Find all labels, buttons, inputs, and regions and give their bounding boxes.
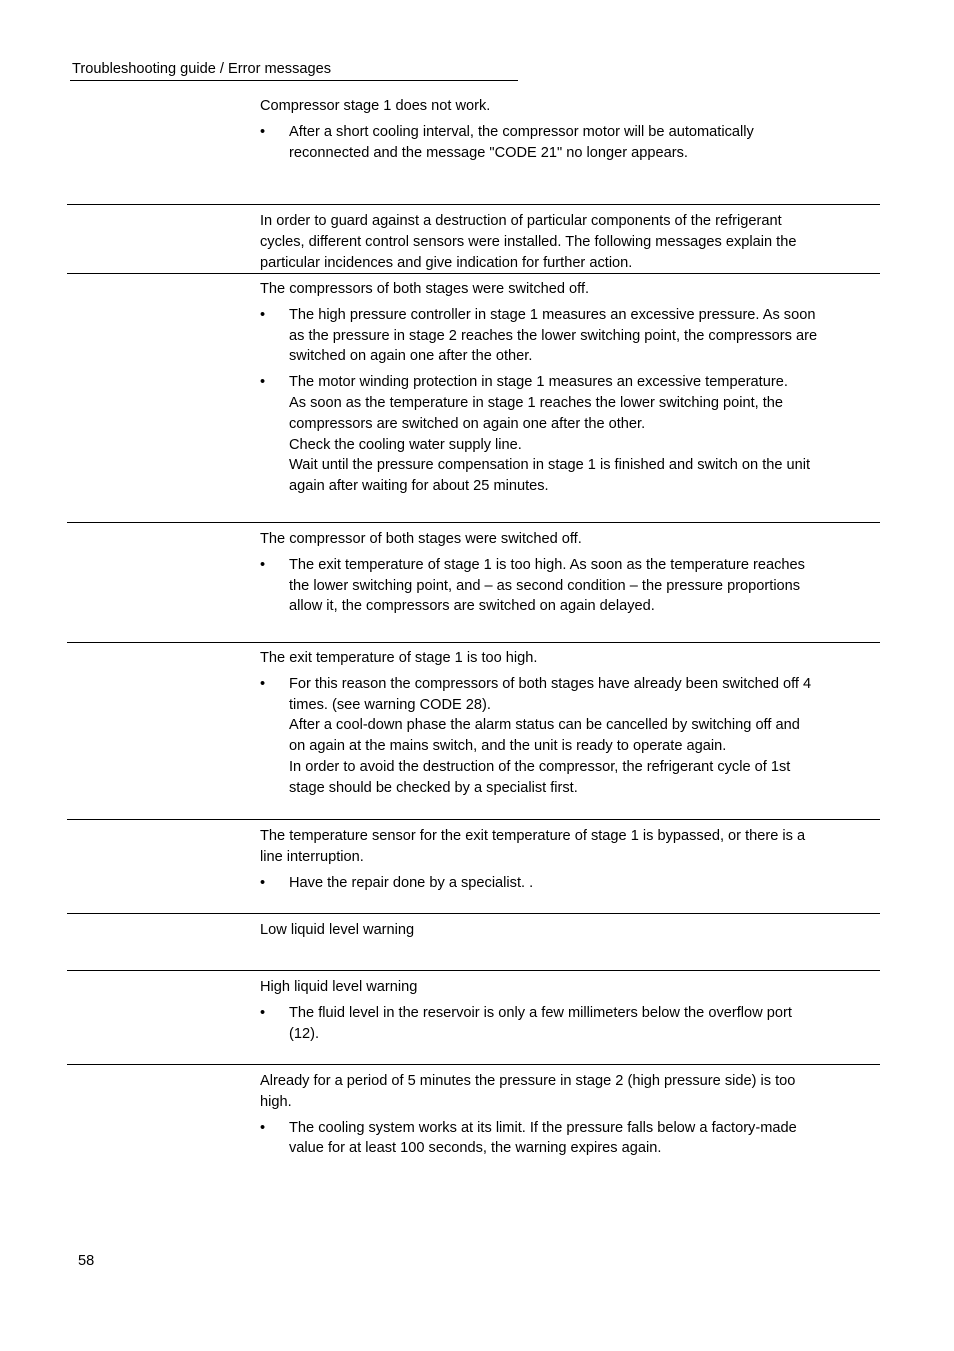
bullet-icon: • xyxy=(260,1004,266,1021)
running-header: Troubleshooting guide / Error messages xyxy=(70,60,518,81)
bullet-item xyxy=(260,1003,874,1045)
description-text xyxy=(260,279,874,300)
section-divider xyxy=(67,204,880,205)
bullet-icon: • xyxy=(260,123,266,140)
text-line: The temperature sensor for the exit temperature of stage 1 is bypassed, or there is a xyxy=(260,828,806,844)
text-line: value for at least 100 seconds, the warning expires again. xyxy=(289,1140,662,1157)
text-line: Have the repair done by a specialist. . xyxy=(289,874,534,891)
text-line: The exit temperature of stage 1 is too high. As soon as the temperature reaches xyxy=(289,556,805,573)
section-divider xyxy=(67,913,880,914)
error-description-block xyxy=(260,977,874,1049)
section-divider xyxy=(67,642,880,643)
text-line: stage should be checked by a specialist first. xyxy=(289,779,578,796)
page-number: 58 xyxy=(78,1253,95,1269)
error-description-block xyxy=(260,920,874,946)
text-line: The compressors of both stages were switched off. xyxy=(260,281,590,297)
text-line: The high pressure controller in stage 1 measures an excessive pressure. As soon xyxy=(289,306,816,323)
text-line: allow it, the compressors are switched on again delayed. xyxy=(289,598,655,615)
text-line: (12). xyxy=(289,1025,320,1042)
text-line: compressors are switched on again one after the other. xyxy=(289,415,646,432)
text-line: the lower switching point, and – as second condition – the pressure proportions xyxy=(289,577,801,594)
text-line: High liquid level warning xyxy=(260,979,418,995)
description-text xyxy=(260,977,874,998)
error-description-block xyxy=(260,648,874,804)
text-line: In order to avoid the destruction of the compressor, the refrigerant cycle of 1st xyxy=(289,758,791,775)
text-line: Already for a period of 5 minutes the pressure in stage 2 (high pressure side) is too xyxy=(260,1073,796,1089)
text-line: on again at the mains switch, and the unit is ready to operate again. xyxy=(289,738,727,755)
bullet-list xyxy=(260,305,874,497)
bullet-list xyxy=(260,555,874,617)
bullet-icon: • xyxy=(260,874,266,891)
bullet-item xyxy=(260,372,874,497)
text-line: Low liquid level warning xyxy=(260,922,415,938)
text-line: high. xyxy=(260,1093,292,1110)
text-line: After a cool-down phase the alarm status can be cancelled by switching off and xyxy=(289,717,800,734)
bullet-item xyxy=(260,305,874,367)
text-line: The compressor of both stages were switched off. xyxy=(260,531,582,547)
description-text xyxy=(260,648,874,669)
description-text xyxy=(260,529,874,550)
error-description-block xyxy=(260,96,874,168)
error-description-block xyxy=(260,826,874,898)
description-text xyxy=(260,826,874,868)
text-line: cycles, different control sensors were installed. The following messages explain the xyxy=(260,233,797,250)
text-line: reconnected and the message "CODE 21" no longer appears. xyxy=(289,144,688,161)
bullet-item xyxy=(260,1118,874,1160)
bullet-icon: • xyxy=(260,1119,266,1136)
text-line: Compressor stage 1 does not work. xyxy=(260,98,491,114)
description-text xyxy=(260,920,874,941)
text-line: switched on again one after the other. xyxy=(289,348,533,365)
text-line: As soon as the temperature in stage 1 reaches the lower switching point, the xyxy=(289,394,784,411)
section-divider xyxy=(67,819,880,820)
error-description-block xyxy=(260,1071,874,1164)
text-line: The motor winding protection in stage 1 measures an excessive temperature. xyxy=(289,374,788,391)
text-line: particular incidences and give indication for further action. xyxy=(260,254,633,271)
text-line: The cooling system works at its limit. If the pressure falls below a factory-made xyxy=(289,1119,797,1136)
text-line: In order to guard against a destruction of particular components of the refrigerant xyxy=(260,213,782,229)
description-text xyxy=(260,1071,874,1113)
text-line: After a short cooling interval, the compressor motor will be automatically xyxy=(289,123,754,140)
description-text xyxy=(260,96,874,117)
bullet-item xyxy=(260,674,874,799)
text-line: again after waiting for about 25 minutes. xyxy=(289,478,549,495)
description-text xyxy=(260,211,874,273)
text-line: times. (see warning CODE 28). xyxy=(289,696,491,713)
bullet-icon: • xyxy=(260,556,266,573)
bullet-list xyxy=(260,1003,874,1045)
section-divider xyxy=(67,970,880,971)
section-divider xyxy=(67,1064,880,1065)
text-line: line interruption. xyxy=(260,848,364,865)
text-line: For this reason the compressors of both stages have already been switched off 4 xyxy=(289,675,812,692)
bullet-icon: • xyxy=(260,306,266,323)
text-line: as the pressure in stage 2 reaches the lower switching point, the compressors are xyxy=(289,327,818,344)
bullet-list xyxy=(260,873,874,894)
bullet-icon: • xyxy=(260,675,266,692)
error-description-block xyxy=(260,211,874,278)
bullet-list xyxy=(260,674,874,799)
bullet-list xyxy=(260,122,874,164)
bullet-icon: • xyxy=(260,374,266,391)
section-divider xyxy=(67,522,880,523)
bullet-item xyxy=(260,873,874,894)
text-line: The exit temperature of stage 1 is too high. xyxy=(260,650,538,666)
bullet-item xyxy=(260,122,874,164)
error-description-block xyxy=(260,279,874,502)
error-description-block xyxy=(260,529,874,622)
text-line: The fluid level in the reservoir is only a few millimeters below the overflow port xyxy=(289,1004,792,1021)
bullet-list xyxy=(260,1118,874,1160)
bullet-item xyxy=(260,555,874,617)
text-line: Wait until the pressure compensation in stage 1 is finished and switch on the unit xyxy=(289,457,811,474)
text-line: Check the cooling water supply line. xyxy=(289,436,522,453)
